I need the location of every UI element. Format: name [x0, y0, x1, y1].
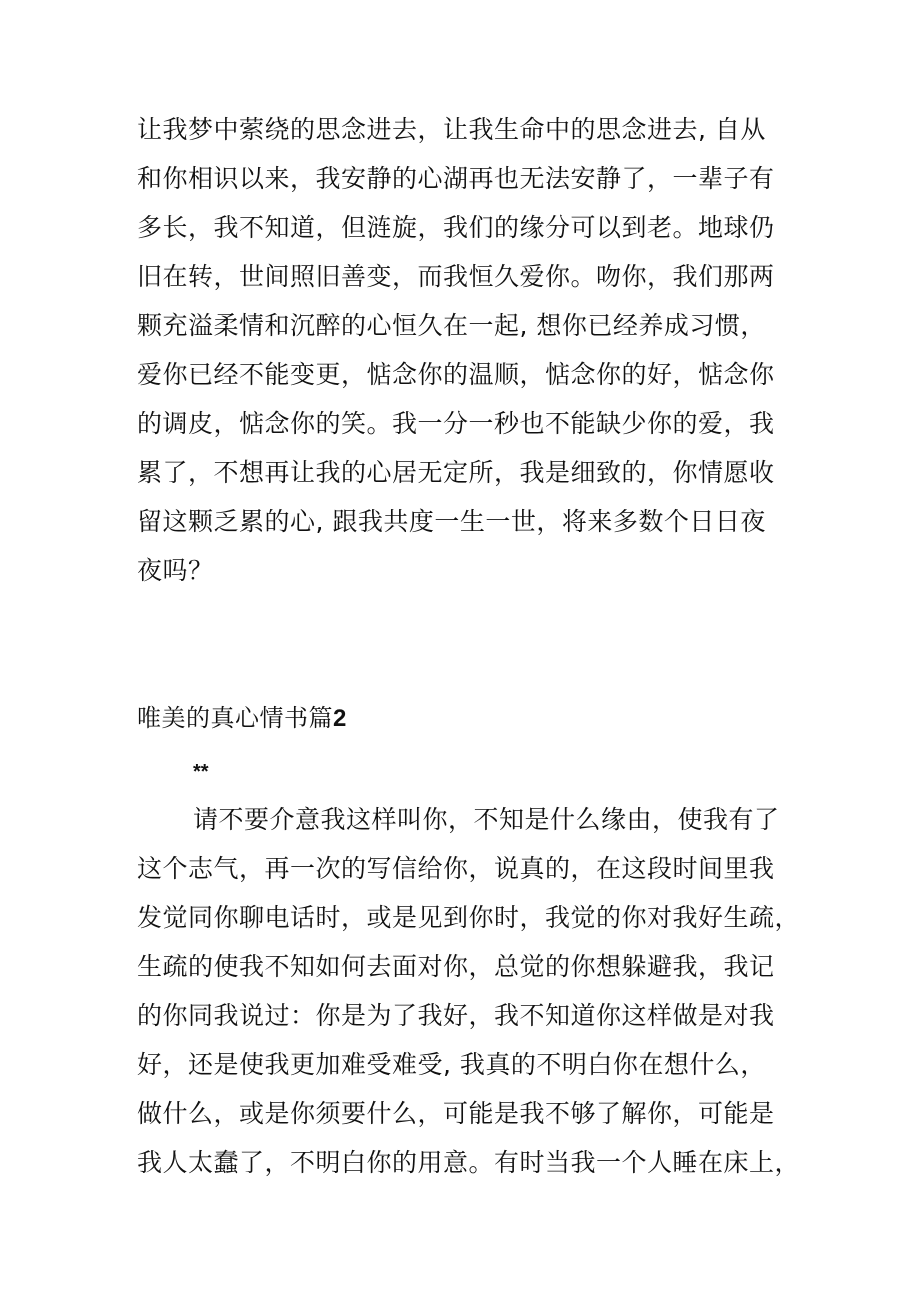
- letter-salutation: **: [193, 761, 209, 783]
- paragraph-1-line-7: 的调皮，惦念你的笑。我一分一秒也不能缺少你的爱，我: [137, 409, 775, 438]
- paragraph-1-line-9: 留这颗乏累的心, 跟我共度一生一世，将来多数个日日夜: [137, 507, 766, 536]
- paragraph-1-line-3: 多长，我不知道，但涟旋，我们的缘分可以到老。地球仍: [137, 213, 775, 242]
- paragraph-1-line-6: 爱你已经不能变更，惦念你的温顺，惦念你的好，惦念你: [137, 360, 775, 389]
- section-heading-number: 2: [333, 705, 347, 732]
- paragraph-2-line-1: 请不要介意我这样叫你，不知是什么缘由，使我有了: [193, 805, 780, 834]
- paragraph-2-line-3: 发觉同你聊电话时，或是见到你时，我觉的你对我好生疏，: [137, 903, 801, 932]
- section-heading-text: 唯美的真心情书篇: [137, 704, 333, 732]
- paragraph-2-line-5: 的你同我说过：你是为了我好，我不知道你这样做是对我: [137, 1001, 775, 1030]
- paragraph-2-line-7: 做什么，或是你须要什么，可能是我不够了解你，可能是: [137, 1099, 775, 1128]
- paragraph-1-line-8: 累了，不想再让我的心居无定所，我是细致的，你情愿收: [137, 458, 775, 487]
- paragraph-1-line-2: 和你相识以来，我安静的心湖再也无法安静了，一辈子有: [137, 164, 775, 193]
- paragraph-1-line-4: 旧在转，世间照旧善变，而我恒久爱你。吻你，我们那两: [137, 262, 775, 291]
- paragraph-1-line-5: 颗充溢柔情和沉醉的心恒久在一起, 想你已经养成习惯，: [137, 311, 766, 340]
- section-heading: [137, 703, 347, 734]
- paragraph-1-line-1: 让我梦中萦绕的思念进去，让我生命中的思念进去, 自从: [137, 115, 766, 144]
- paragraph-1-line-10: 夜吗？: [137, 556, 214, 585]
- paragraph-2-line-6: 好，还是使我更加难受难受, 我真的不明白你在想什么，: [137, 1050, 766, 1079]
- paragraph-2-line-8: 我人太蠢了，不明白你的用意。有时当我一个人睡在床上，: [137, 1148, 801, 1177]
- paragraph-2-line-4: 生疏的使我不知如何去面对你，总觉的你想躲避我，我记: [137, 952, 775, 981]
- paragraph-2-line-2: 这个志气，再一次的写信给你，说真的，在这段时间里我: [137, 854, 775, 883]
